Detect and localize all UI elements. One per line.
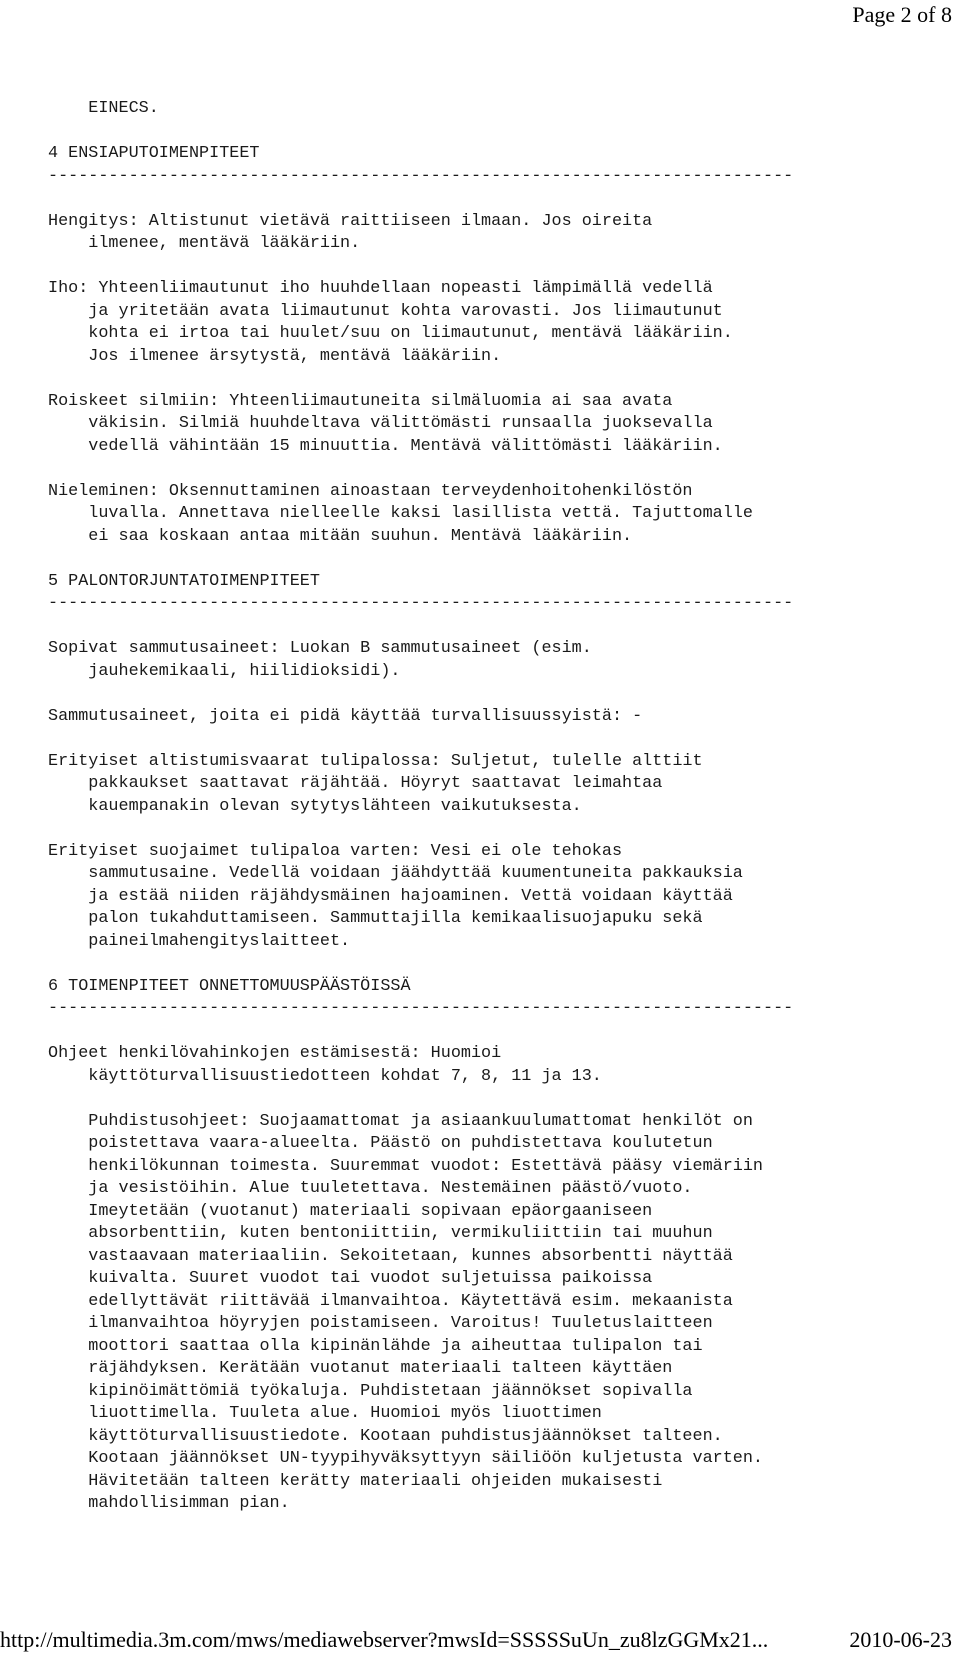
- text-line: jauhekemikaali, hiilidioksidi).: [48, 661, 401, 681]
- text-line: Iho: Yhteenliimautunut iho huuhdellaan nopeasti lämpimällä vedellä: [48, 279, 713, 298]
- text-line: Sopivat sammutusaineet: Luokan B sammutusaineet (esim.: [48, 639, 592, 658]
- text-line: ilmanvaihtoa höyryjen poistamiseen. Varoitus! Tuuletuslaitteen: [48, 1314, 713, 1333]
- text-line: vastaavaan materiaaliin. Sekoitetaan, kunnes absorbentti näyttää: [48, 1246, 733, 1266]
- blank-line: [48, 728, 928, 751]
- blank-line: [48, 188, 928, 211]
- text-line: kohta ei irtoa tai huulet/suu on liimautunut, mentävä lääkäriin.: [48, 324, 733, 343]
- text-line: ja estää niiden räjähdysmäinen hajoaminen. Vettä voidaan käyttää: [48, 886, 733, 906]
- text-line: Puhdistusohjeet: Suojaamattomat ja asiaankuulumattomat henkilöt on: [48, 1111, 753, 1131]
- text-line: liuottimella. Tuuleta alue. Huomioi myös liuottimen: [48, 1404, 602, 1423]
- text-line: Kootaan jäännökset UN-tyypihyväksyttyyn säiliöön kuljetusta varten.: [48, 1449, 763, 1468]
- footer-date: 2010-06-23: [849, 1627, 952, 1652]
- blank-line: [48, 256, 928, 279]
- section-heading: 4 ENSIAPUTOIMENPITEET: [48, 144, 260, 163]
- blank-line: [48, 548, 928, 571]
- text-line: mahdollisimman pian.: [48, 1494, 290, 1513]
- blank-line: [48, 368, 928, 391]
- section-divider: --------------------------------------------------------------------------: [48, 999, 794, 1018]
- text-line: sammutusaine. Vedellä voidaan jäähdyttää kuumentuneita pakkauksia: [48, 864, 743, 883]
- section-heading: 5 PALONTORJUNTATOIMENPITEET: [48, 571, 320, 591]
- text-line: paineilmahengityslaitteet.: [48, 931, 351, 951]
- text-line: Erityiset suojaimet tulipaloa varten: Vesi ei ole tehokas: [48, 841, 623, 861]
- text-line: ei saa koskaan antaa mitään suuhun. Mentävä lääkäriin.: [48, 526, 633, 546]
- text-line: ilmenee, mentävä lääkäriin.: [48, 234, 361, 253]
- section-divider: --------------------------------------------------------------------------: [48, 594, 794, 613]
- section-divider: --------------------------------------------------------------------------: [48, 166, 794, 186]
- text-line: Imeytetään (vuotanut) materiaali sopivaan epäorgaaniseen: [48, 1201, 653, 1221]
- blank-line: [48, 683, 928, 706]
- blank-line: [48, 953, 928, 976]
- text-line: Jos ilmenee ärsytystä, mentävä lääkäriin.: [48, 346, 502, 366]
- text-line: luvalla. Annettava nielleelle kaksi lasillista vettä. Tajuttomalle: [48, 504, 753, 523]
- section-heading: 6 TOIMENPITEET ONNETTOMUUSPÄÄSTÖISSÄ: [48, 976, 411, 996]
- text-line: moottori saattaa olla kipinänlähde ja aiheuttaa tulipalon tai: [48, 1336, 703, 1356]
- blank-line: [48, 616, 928, 639]
- document-body: [48, 98, 928, 1516]
- text-line: absorbenttiin, kuten bentoniittiin, vermikuliittiin tai muuhun: [48, 1224, 713, 1243]
- blank-line: [48, 1088, 928, 1111]
- text-line: poistettava vaara-alueelta. Päästö on puhdistettava koulutetun: [48, 1134, 713, 1153]
- text-line: käyttöturvallisuustiedote. Kootaan puhdistusjäännökset talteen.: [48, 1426, 723, 1446]
- text-line: kauempanakin olevan sytytyslähteen vaikutuksesta.: [48, 796, 582, 816]
- text-line: pakkaukset saattavat räjähtää. Höyryt saattavat leimahtaa: [48, 774, 663, 793]
- page-number-label: Page 2 of 8: [852, 2, 952, 27]
- footer-url[interactable]: http://multimedia.3m.com/mws/mediawebserver?mwsId=SSSSSuUn_zu8lzGGMx21...: [0, 1627, 769, 1652]
- text-line: Roiskeet silmiin: Yhteenliimautuneita silmäluomia ai saa avata: [48, 391, 673, 411]
- text-line: väkisin. Silmiä huuhdeltava välittömästi runsaalla juoksevalla: [48, 414, 713, 433]
- text-line: ja yritetään avata liimautunut kohta varovasti. Jos liimautunut: [48, 301, 723, 321]
- text-line: henkilökunnan toimesta. Suuremmat vuodot: Estettävä pääsy viemäriin: [48, 1156, 763, 1176]
- blank-line: [48, 818, 928, 841]
- text-line: EINECS.: [48, 99, 159, 118]
- text-line: palon tukahduttamiseen. Sammuttajilla kemikaalisuojapuku sekä: [48, 909, 703, 928]
- text-line: käyttöturvallisuustiedotteen kohdat 7, 8, 11 ja 13.: [48, 1066, 602, 1086]
- text-line: kuivalta. Suuret vuodot tai vuodot suljetuissa paikoissa: [48, 1269, 653, 1288]
- text-line: vedellä vähintään 15 minuuttia. Mentävä välittömästi lääkäriin.: [48, 436, 723, 456]
- blank-line: [48, 458, 928, 481]
- text-line: edellyttävät riittävää ilmanvaihtoa. Käytettävä esim. mekaanista: [48, 1291, 733, 1311]
- text-line: Ohjeet henkilövahinkojen estämisestä: Huomioi: [48, 1044, 502, 1063]
- text-line: Erityiset altistumisvaarat tulipalossa: Suljetut, tulelle alttiit: [48, 751, 703, 771]
- text-line: Hengitys: Altistunut vietävä raittiiseen ilmaan. Jos oireita: [48, 211, 653, 231]
- text-line: ja vesistöihin. Alue tuuletettava. Nestemäinen päästö/vuoto.: [48, 1179, 693, 1198]
- text-line: Sammutusaineet, joita ei pidä käyttää turvallisuussyistä: -: [48, 706, 643, 726]
- blank-line: [48, 121, 928, 144]
- text-line: Hävitetään talteen kerätty materiaali ohjeiden mukaisesti: [48, 1471, 663, 1491]
- blank-line: [48, 1021, 928, 1044]
- text-line: Nieleminen: Oksennuttaminen ainoastaan terveydenhoitohenkilöstön: [48, 481, 693, 501]
- text-line: räjähdyksen. Kerätään vuotanut materiaali talteen käyttäen: [48, 1359, 673, 1378]
- text-line: kipinöimättömiä työkaluja. Puhdistetaan jäännökset sopivalla: [48, 1381, 693, 1401]
